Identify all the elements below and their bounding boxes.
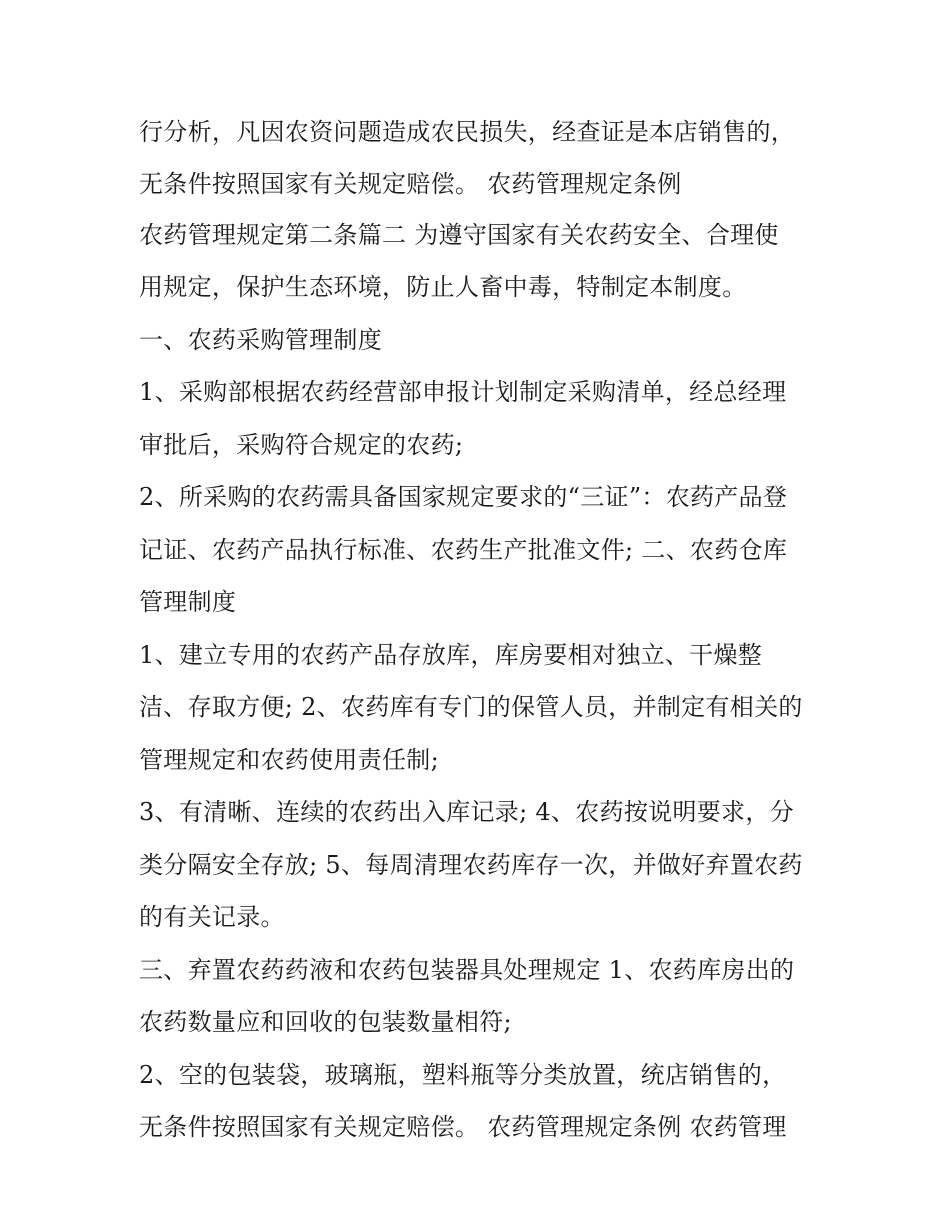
text-line: 农药管理规定第二条篇二 为遵守国家有关农药安全、合理使 <box>139 220 779 249</box>
document-body <box>139 106 819 1154</box>
text-line: 的有关记录。 <box>139 903 285 931</box>
text-line: 洁、存取方便; 2、农药库有专门的保管人员，并制定有相关的 <box>139 693 803 721</box>
text-line: 记证、农药产品执行标准、农药生产批准文件; 二、农药仓库 <box>139 535 788 564</box>
text-line: 无条件按照国家有关规定赔偿。 农药管理规定条例 农药管理 <box>139 1113 787 1141</box>
text-line: 行分析，凡因农资问题造成农民损失，经查证是本店销售的， <box>139 118 796 146</box>
text-line: 农药数量应和回收的包装数量相符; <box>139 1008 512 1036</box>
text-line: 管理规定和农药使用责任制; <box>139 745 439 774</box>
text-line: 三、弃置农药药液和农药包装器具处理规定 1、农药库房出的 <box>139 955 795 984</box>
section-heading: 一、农药采购管理制度 <box>139 325 382 354</box>
text-line: 用规定，保护生态环境，防止人畜中毒，特制定本制度。 <box>139 273 747 301</box>
text-line: 2、所采购的农药需具备国家规定要求的“三证”：农药产品登 <box>139 483 788 511</box>
text-line: 2、空的包装袋，玻璃瓶，塑料瓶等分类放置，统店销售的， <box>139 1060 787 1089</box>
text-line: 管理制度 <box>139 588 237 616</box>
text-line: 无条件按照国家有关规定赔偿。 农药管理规定条例 <box>139 169 682 198</box>
text-line: 3、有清晰、连续的农药出入库记录; 4、农药按说明要求，分 <box>139 798 794 826</box>
text-line: 1、采购部根据农药经营部申报计划制定采购清单，经总经理 <box>139 378 787 406</box>
text-line: 类分隔安全存放; 5、每周清理农药库存一次，并做好弃置农药 <box>139 850 803 879</box>
text-line: 1、建立专用的农药产品存放库，库房要相对独立、干燥整 <box>139 640 763 669</box>
text-line: 审批后，采购符合规定的农药; <box>139 430 464 459</box>
